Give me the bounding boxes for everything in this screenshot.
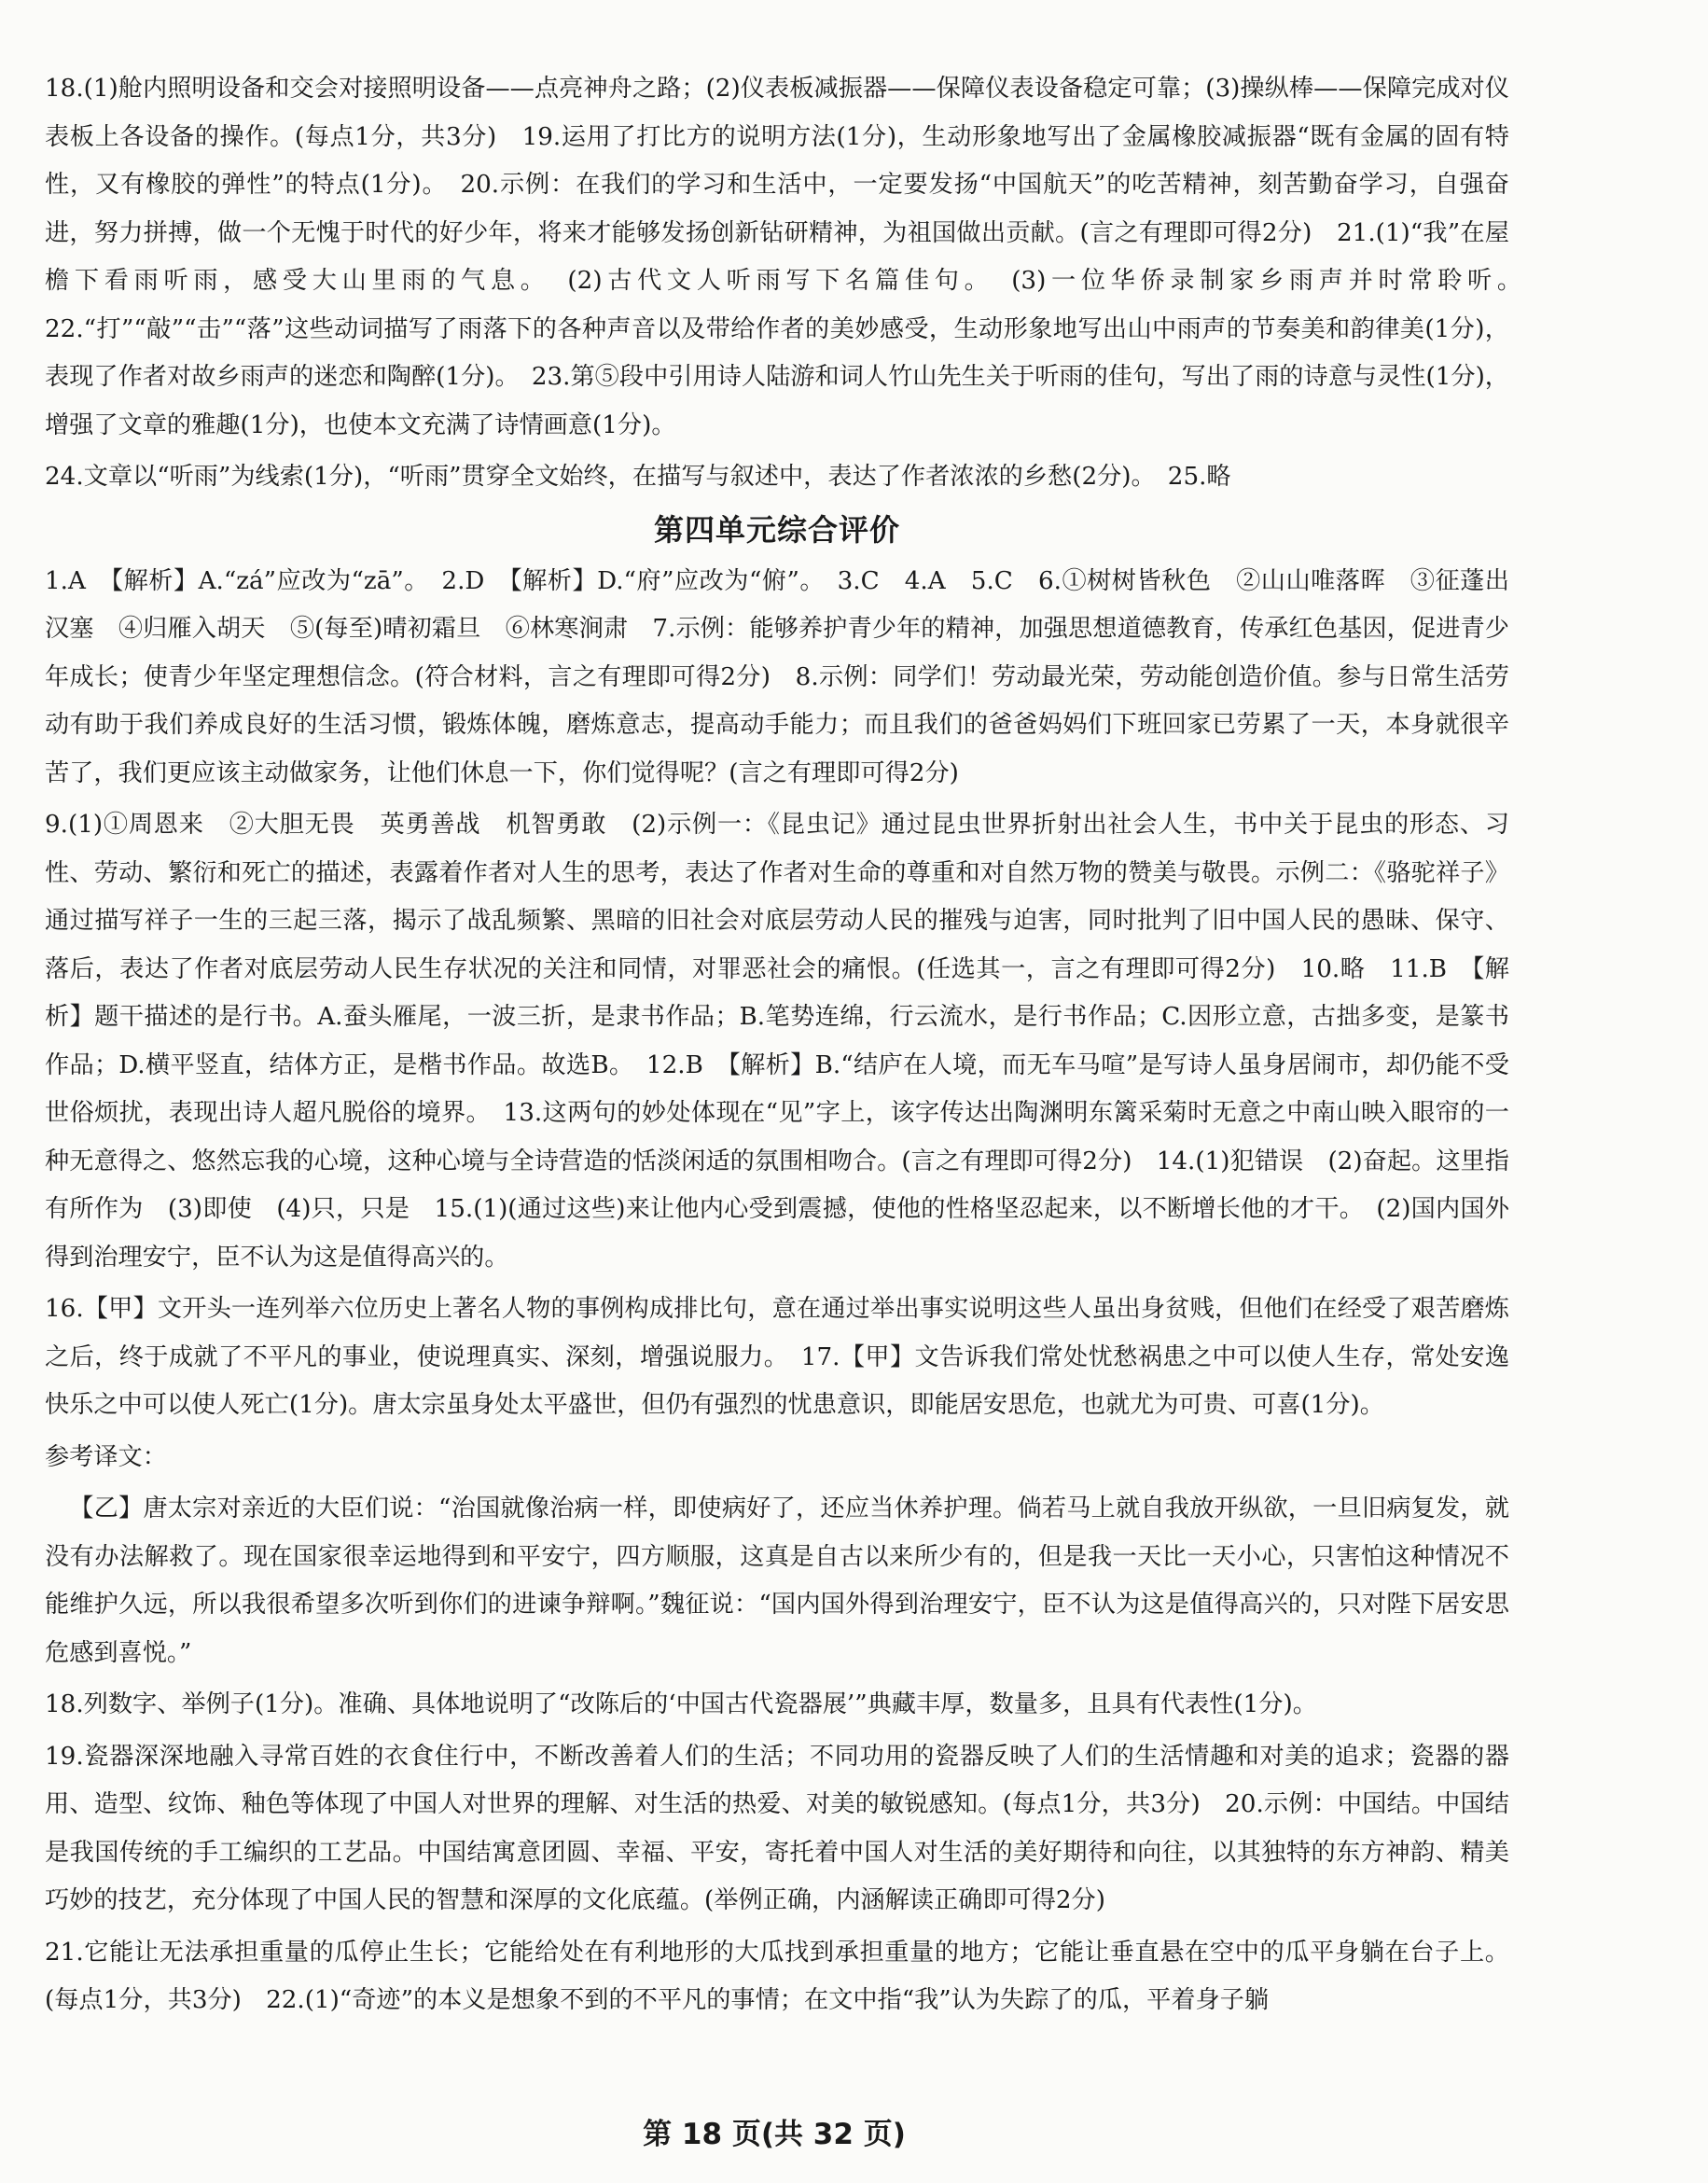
answer-paragraph-1-8: 1.A 【解析】A.“zá”应改为“zā”。 2.D 【解析】D.“府”应改为“俯”。 3.C 4.A 5.C 6.①树树皆秋色 ②山山唯落晖 ③征蓬出汉塞 ④归雁入胡天 ⑤(每至)晴初霜旦 ⑥林寒涧肃 7.示例：能够养护青少年的精神，加强思想道德教育，传承红色基因，促进青少年成长；使青少年坚定理想信念。(符合材料，言之有理即可得2分) 8.示例：同学们！劳动最光荣，劳动能创造价值。参与日常生活劳动有助于我们养成良好的生活习惯，锻炼体魄，磨炼意志，提高动手能力；而且我们的爸爸妈妈们下班回家已劳累了一天，本身就很辛苦了，我们更应该主动做家务，让他们休息一下，你们觉得呢？(言之有理即可得2分) xyxy=(45,566,1509,787)
reference-translation-text: 【乙】唐太宗对亲近的大臣们说：“治国就像治病一样，即使病好了，还应当休养护理。倘若马上就自我放开纵欲，一旦旧病复发，就没有办法解救了。现在国家很幸运地得到和平安宁，四方顺服，这真是自古以来所少有的，但是我一天比一天小心，只害怕这种情况不能维护久远，所以我很希望多次听到你们的进谏争辩啊。”魏征说：“国内国外得到治理安宁，臣不认为这是值得高兴的，只对陛下居安思危感到喜悦。” xyxy=(45,1495,1509,1667)
answer-paragraph-19-20: 19.瓷器深深地融入寻常百姓的衣食住行中，不断改善着人们的生活；不同功用的瓷器反映了人们的生活情趣和对美的追求；瓷器的器用、造型、纹饰、釉色等体现了中国人对世界的理解、对生活的热爱、对美的敏锐感知。(每点1分，共3分) 20.示例：中国结。中国结是我国传统的手工编织的工艺品。中国结寓意团圆、幸福、平安，寄托着中国人对生活的美好期待和向往，以其独特的东方神韵、精美巧妙的技艺，充分体现了中国人民的智慧和深厚的文化底蕴。(举例正确，内涵解读正确即可得2分) xyxy=(45,1742,1509,1914)
answer-paragraph-18-23: 18.(1)舱内照明设备和交会对接照明设备——点亮神舟之路；(2)仪表板减振器——保障仪表设备稳定可靠；(3)操纵棒——保障完成对仪表板上各设备的操作。(每点1分，共3分) 19.运用了打比方的说明方法(1分)，生动形象地写出了金属橡胶减振器“既有金属的固有特性，又有橡胶的弹性”的特点(1分)。 20.示例：在我们的学习和生活中，一定要发扬“中国航天”的吃苦精神，刻苦勤奋学习，自强奋进，努力拼搏，做一个无愧于时代的好少年，将来才能够发扬创新钻研精神，为祖国做出贡献。(言之有理即可得2分) 21.(1)“我”在屋檐下看雨听雨，感受大山里雨的气息。 (2)古代文人听雨写下名篇佳句。 (3)一位华侨录制家乡雨声并时常聆听。 22.“打”“敲”“击”“落”这些动词描写了雨落下的各种声音以及带给作者的美妙感受，生动形象地写出山中雨声的节奏美和韵律美(1分)，表现了作者对故乡雨声的迷恋和陶醉(1分)。 23.第⑤段中引用诗人陆游和词人竹山先生关于听雨的佳句，写出了雨的诗意与灵性(1分)，增强了文章的雅趣(1分)，也使本文充满了诗情画意(1分)。 xyxy=(45,75,1534,439)
page-number-footer: 第 18 页(共 32 页) xyxy=(643,2118,906,2151)
answer-paragraph-18: 18.列数字、举例子(1分)。准确、具体地说明了“改陈后的‘中国古代瓷器展’”典藏丰厚，数量多，且具有代表性(1分)。 xyxy=(45,1690,1317,1718)
section-title: 第四单元综合评价 xyxy=(653,511,900,548)
answer-paragraph-9-15: 9.(1)①周恩来 ②大胆无畏 英勇善战 机智勇敢 (2)示例一：《昆虫记》通过昆虫世界折射出社会人生，书中关于昆虫的形态、习性、劳动、繁衍和死亡的描述，表露着作者对人生的思考，表达了作者对生命的尊重和对自然万物的赞美与敬畏。示例二：《骆驼祥子》通过描写祥子一生的三起三落，揭示了战乱频繁、黑暗的旧社会对底层劳动人民的摧残与迫害，同时批判了旧中国人民的愚昧、保守、落后，表达了作者对底层劳动人民生存状况的关注和同情，对罪恶社会的痛恨。(任选其一，言之有理即可得2分) 10.略 11.B 【解析】题干描述的是行书。A.蚕头雁尾，一波三折，是隶书作品；B.笔势连绵，行云流水，是行书作品；C.因形立意，古拙多变，是篆书作品；D.横平竖直，结体方正，是楷书作品。故选B。 12.B 【解析】B.“结庐在人境，而无车马喧”是写诗人虽身居闹市，却仍能不受世俗烦扰，表现出诗人超凡脱俗的境界。 13.这两句的妙处体现在“见”字上，该字传达出陶渊明东篱采菊时无意之中南山映入眼帘的一种无意得之、悠然忘我的心境，这种心境与全诗营造的恬淡闲适的氛围相吻合。(言之有理即可得2分) 14.(1)犯错误 (2)奋起。这里指有所作为 (3)即使 (4)只，只是 15.(1)(通过这些)来让他内心受到震撼，使他的性格坚忍起来，以不断增长他的才干。 (2)国内国外得到治理安宁，臣不认为这是值得高兴的。 xyxy=(45,811,1509,1272)
page-content xyxy=(45,65,1534,2025)
answer-paragraph-24-25: 24.文章以“听雨”为线索(1分)，“听雨”贯穿全文始终，在描写与叙述中，表达了作者浓浓的乡愁(2分)。 25.略 xyxy=(45,463,1231,491)
answer-paragraph-16-17: 16.【甲】文开头一连列举六位历史上著名人物的事例构成排比句，意在通过举出事实说明这些人虽出身贫贱，但他们在经受了艰苦磨炼之后，终于成就了不平凡的事业，使说理真实、深刻，增强说服力。 17.【甲】文告诉我们常处忧愁祸患之中可以使人生存，常处安逸快乐之中可以使人死亡(1分)。唐太宗虽身处太平盛世，但仍有强烈的忧患意识，即能居安思危，也就尤为可贵、可喜(1分)。 xyxy=(45,1295,1509,1419)
answer-paragraph-21-22: 21.它能让无法承担重量的瓜停止生长；它能给处在有利地形的大瓜找到承担重量的地方；它能让垂直悬在空中的瓜平身躺在台子上。(每点1分，共3分) 22.(1)“奇迹”的本义是想象不到的不平凡的事情；在文中指“我”认为失踪了的瓜，平着身子躺 xyxy=(45,1938,1509,2014)
reference-translation-label: 参考译文： xyxy=(45,1442,167,1471)
